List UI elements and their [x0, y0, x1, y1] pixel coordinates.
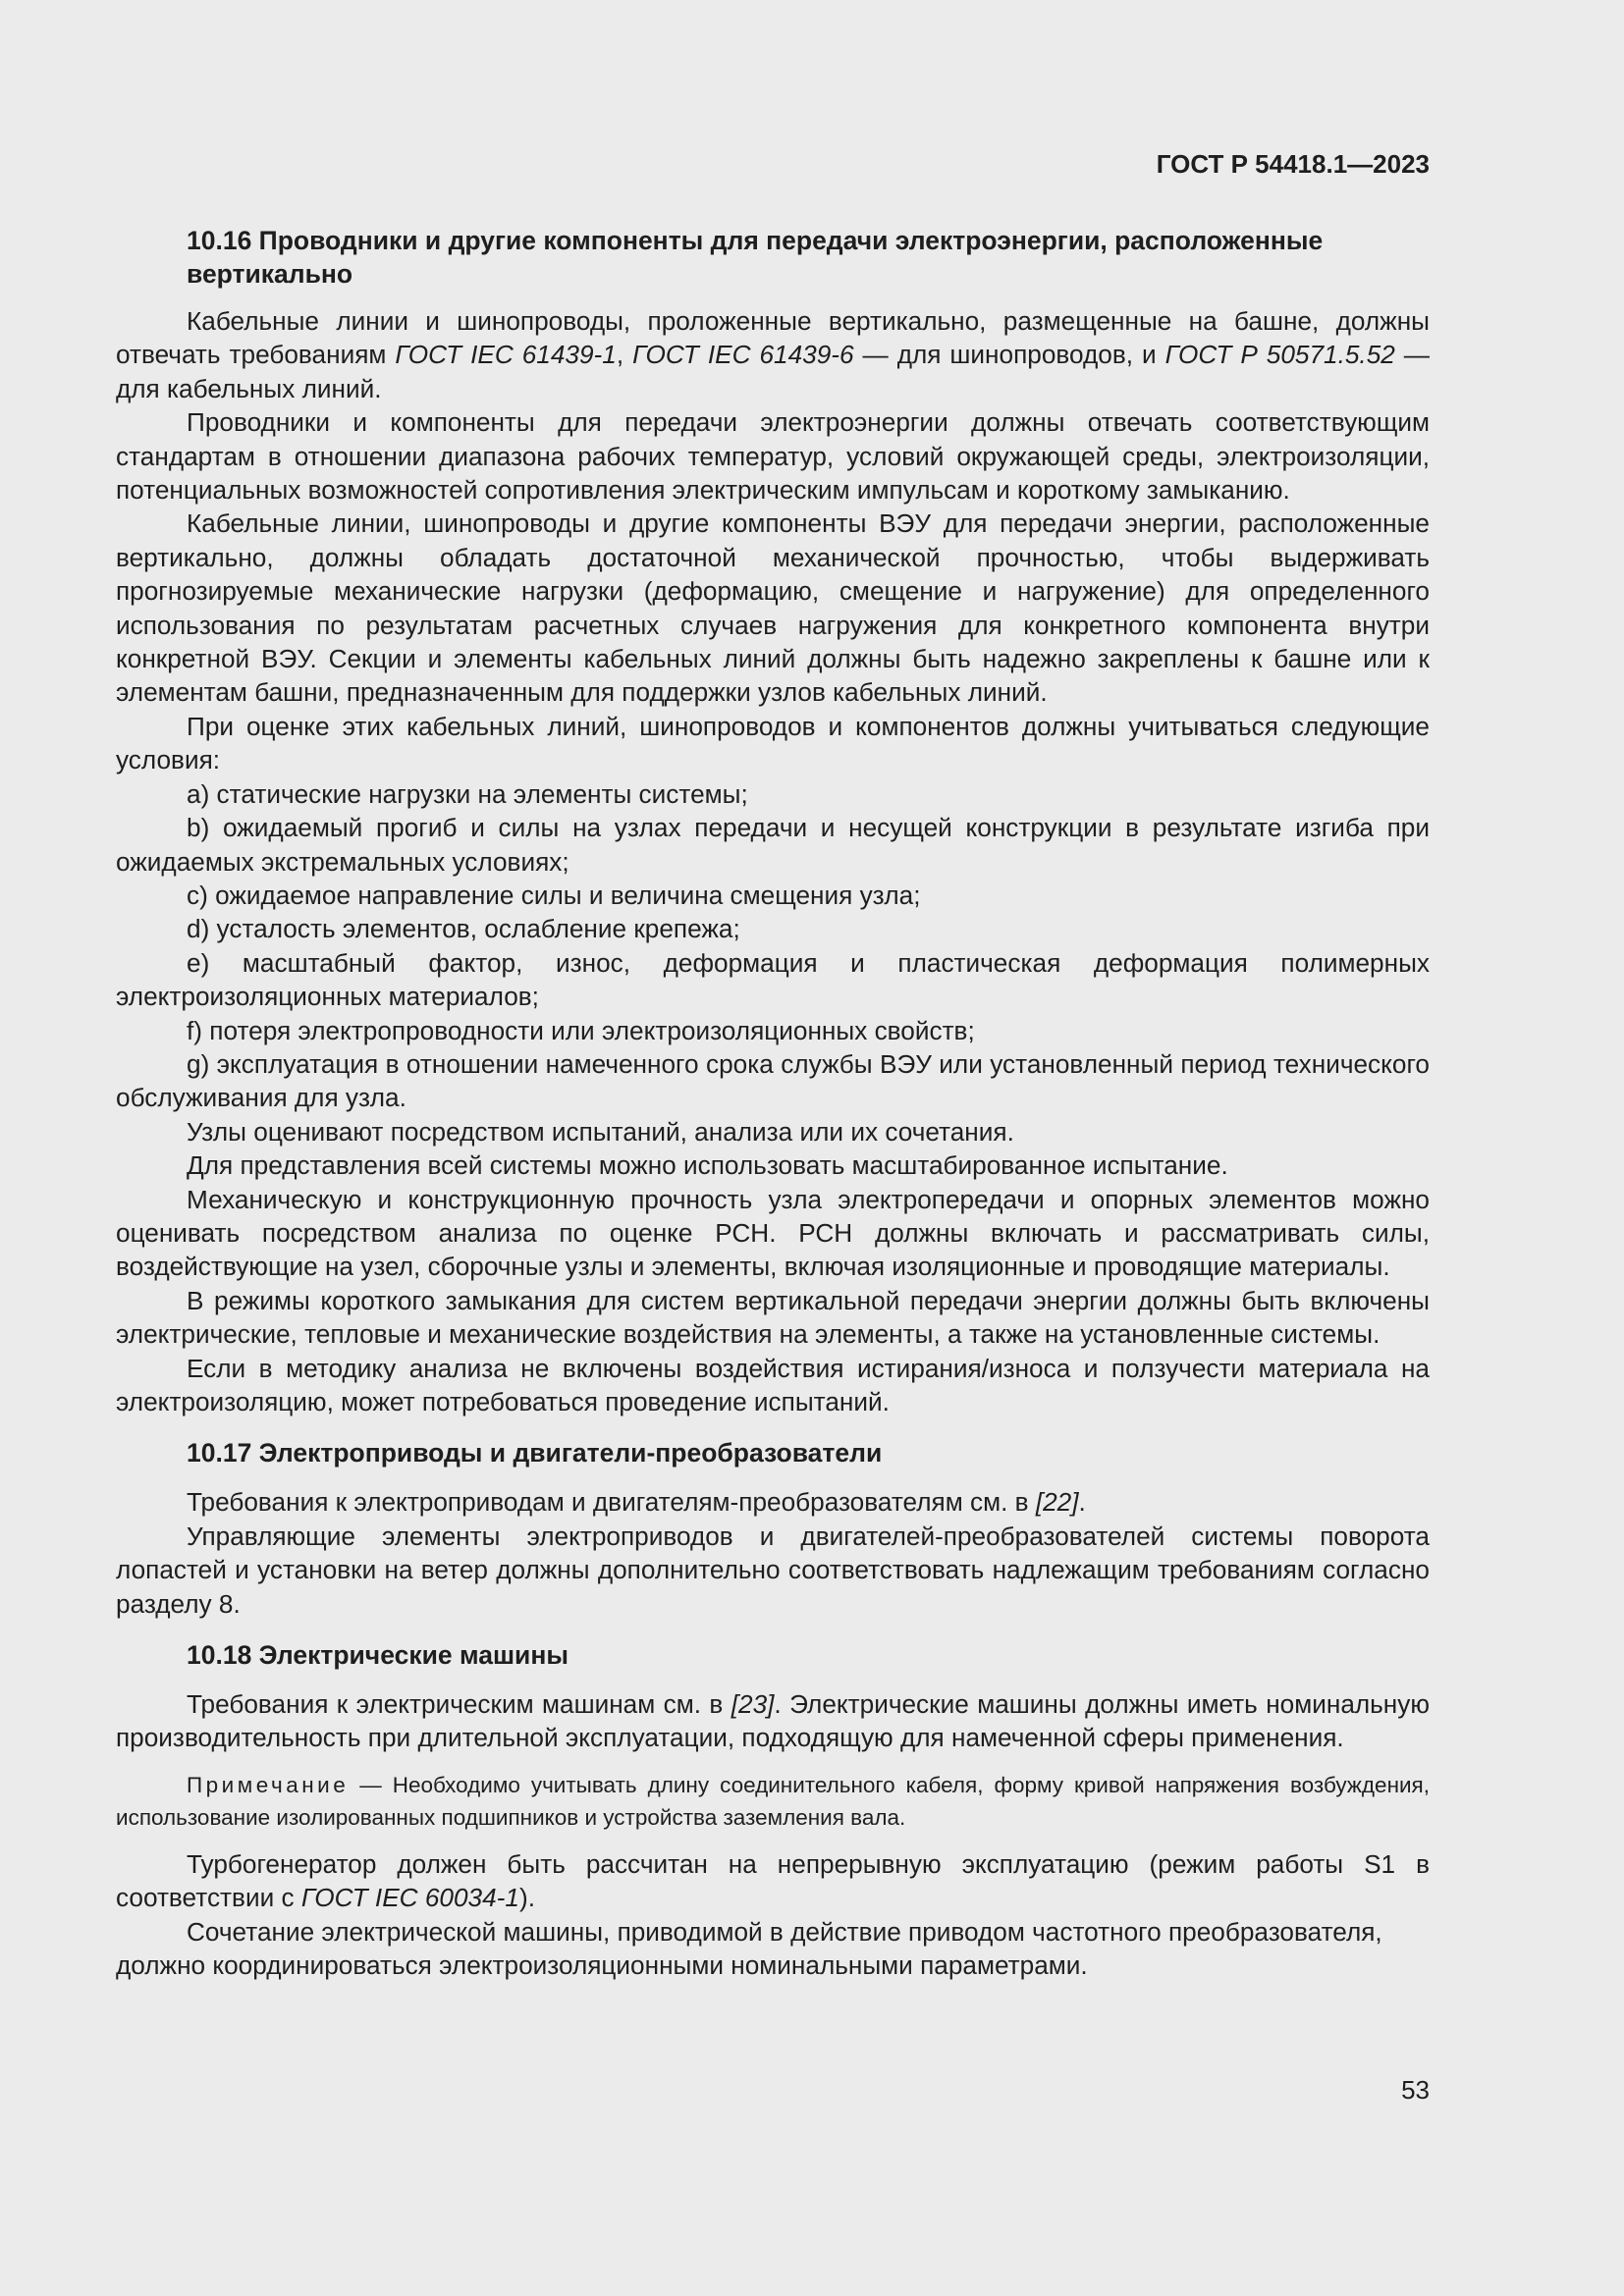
- s1016-paragraph-4: При оценке этих кабельных линий, шинопроводов и компонентов должны учитываться следующие условия:: [116, 711, 1430, 775]
- note-label: Примечание: [187, 1772, 350, 1797]
- reference-gost-iec-61439-1: ГОСТ IEC 61439-1: [395, 340, 617, 370]
- text: — для шинопроводов, и: [853, 340, 1165, 370]
- text: .: [1078, 1487, 1086, 1518]
- text: ,: [616, 340, 633, 370]
- s1016-paragraph-8: В режимы короткого замыкания для систем вертикальной передачи энергии должны быть включены электрические, тепловые и механические воздействия на элементы, а также на установленные системы.: [116, 1285, 1430, 1350]
- text: . Электрические машины должны иметь номинальную производительность при длительной эксплуатации, подходящую для намеченной сферы применения.: [116, 1689, 1431, 1753]
- reference-gost-r-50571-5-52: ГОСТ Р 50571.5.52: [1164, 340, 1395, 370]
- list-item-g: g) эксплуатация в отношении намеченного срока службы ВЭУ или установленный период технического обслуживания для узла.: [116, 1048, 1430, 1113]
- list-item-b: b) ожидаемый прогиб и силы на узлах передачи и несущей конструкции в результате изгиба при ожидаемых экстремальных условиях;: [116, 813, 1430, 877]
- list-item-d: d) усталость элементов, ослабление крепежа;: [187, 914, 740, 944]
- s1016-paragraph-3: Кабельные линии, шинопроводы и другие компоненты ВЭУ для передачи энергии, расположенные вертикально, должны обладать достаточной механической прочностью, чтобы выдерживать прогнозируемые механические нагрузки (деформацию, смещение и нагружение) для определенного использования по результатам расчетных случаев нагружения для конкретного компонента внутри конкретной ВЭУ. Секции и элементы кабельных линий должны быть надежно закреплены к башне или к элементам башни, предназначенным для поддержки узлов кабельных линий.: [116, 508, 1430, 708]
- s1016-paragraph-7: Механическую и конструкционную прочность узла электропередачи и опорных элементов можно оценивать посредством анализа по оценке РСН. РСН должны включать и рассматривать силы, воздействующие на узел, сборочные узлы и элементы, включая изоляционные и проводящие материалы.: [116, 1184, 1430, 1282]
- s1016-paragraph-9: Если в методику анализа не включены воздействия истирания/износа и ползучести материала на электроизоляцию, может потребоваться проведение испытаний.: [116, 1353, 1430, 1416]
- document-header: ГОСТ Р 54418.1—2023: [1156, 149, 1430, 179]
- s1018-paragraph-2: [116, 1847, 1430, 1915]
- reference-gost-iec-61439-6: ГОСТ IEC 61439-6: [632, 340, 854, 370]
- s1016-paragraph-5: Узлы оценивают посредством испытаний, анализа или их сочетания.: [187, 1116, 1014, 1147]
- page-content: [116, 224, 1430, 1982]
- reference-23: [23]: [731, 1689, 775, 1720]
- text: ).: [518, 1883, 535, 1913]
- page-number: 53: [1401, 2075, 1430, 2105]
- reference-22: [22]: [1035, 1487, 1079, 1518]
- text: — для кабельных линий.: [116, 340, 1430, 403]
- s1018-paragraph-3: Сочетание электрической машины, приводимой в действие приводом частотного преобразователя, должно координироваться электроизоляционными номинальными параметрами.: [116, 1916, 1382, 1981]
- note: [116, 1769, 1430, 1834]
- note-text: — Необходимо учитывать длину соединительного кабеля, форму кривой напряжения возбуждения, использование изолированных подшипников и устройства заземления вала.: [116, 1772, 1430, 1830]
- s1016-paragraph-1: [116, 304, 1430, 405]
- s1017-paragraph-1: [116, 1485, 1430, 1519]
- text: Турбогенератор должен быть рассчитан на непрерывную эксплуатацию (режим работы S1 в соответствии с: [116, 1848, 1430, 1913]
- text: Требования к электрическим машинам см. в: [187, 1689, 731, 1720]
- s1016-paragraph-2: Проводники и компоненты для передачи электроэнергии должны отвечать соответствующим стандартам в отношении диапазона рабочих температур, условий окружающей среды, электроизоляции, потенциальных возможностей сопротивления электрическим импульсам и короткому замыканию.: [116, 407, 1430, 506]
- section-10-18-title: 10.18 Электрические машины: [187, 1640, 568, 1671]
- text: Кабельные линии и шинопроводы, проложенные вертикально, размещенные на башне, должны отвечать требованиям: [116, 306, 1430, 370]
- list-item-c: c) ожидаемое направление силы и величина смещения узла;: [187, 880, 921, 910]
- s1017-paragraph-2: Управляющие элементы электроприводов и двигателей-преобразователей системы поворота лопастей и установки на ветер должны дополнительно соответствовать надлежащим требованиям согласно разделу 8.: [116, 1521, 1430, 1619]
- s1018-paragraph-1: [116, 1687, 1430, 1755]
- section-10-17-title: 10.17 Электроприводы и двигатели-преобразователи: [187, 1438, 883, 1468]
- list-item-a: a) статические нагрузки на элементы системы;: [187, 778, 748, 809]
- list-item-e: e) масштабный фактор, износ, деформация и пластическая деформация полимерных электроизоляционных материалов;: [116, 947, 1430, 1012]
- text: Требования к электроприводам и двигателям-преобразователям см. в: [187, 1487, 1036, 1518]
- s1016-paragraph-6: Для представления всей системы можно использовать масштабированное испытание.: [187, 1150, 1228, 1181]
- section-10-16-title: 10.16 Проводники и другие компоненты для передачи электроэнергии, расположенные вертикально: [187, 226, 1324, 289]
- list-item-f: f) потеря электропроводности или электроизоляционных свойств;: [187, 1015, 975, 1045]
- reference-gost-iec-60034-1: ГОСТ IEC 60034-1: [300, 1883, 519, 1913]
